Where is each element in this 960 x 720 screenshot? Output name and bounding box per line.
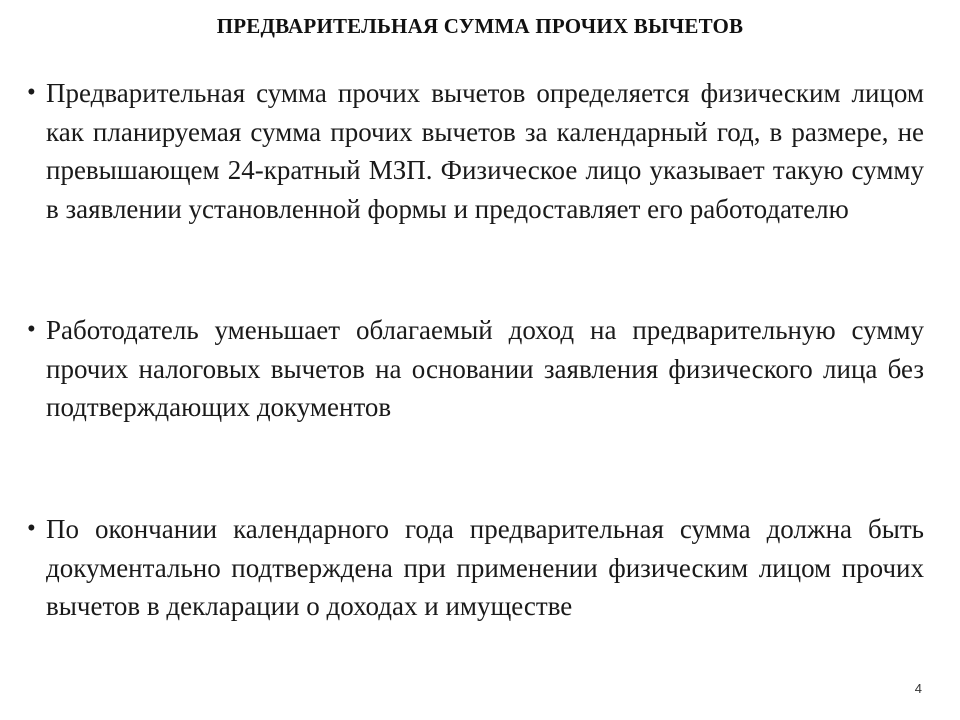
bullet-item-2 xyxy=(24,311,924,427)
bullet-marker: • xyxy=(27,79,36,106)
bullet-item-3 xyxy=(24,510,924,626)
bullet-marker: • xyxy=(27,316,36,343)
bullet-text: Предварительная сумма прочих вычетов определяется физическим лицом как планируемая сумма прочих вычетов за календарный год, в размере, не превышающем 24-кратный МЗП. Физическое лицо указывает такую сумму в заявлении установленной формы и предоставляет его работодателю xyxy=(46,78,924,224)
bullet-item-1 xyxy=(24,74,924,228)
slide-title: ПРЕДВАРИТЕЛЬНАЯ СУММА ПРОЧИХ ВЫЧЕТОВ xyxy=(216,14,744,38)
page-number: 4 xyxy=(914,681,922,696)
bullet-text: По окончании календарного года предварительная сумма должна быть документально подтверждена при применении физическим лицом прочих вычетов в декларации о доходах и имуществе xyxy=(46,514,924,621)
bullet-marker: • xyxy=(27,515,36,542)
bullet-text: Работодатель уменьшает облагаемый доход на предварительную сумму прочих налоговых вычетов на основании заявления физического лица без подтверждающих документов xyxy=(46,315,924,422)
